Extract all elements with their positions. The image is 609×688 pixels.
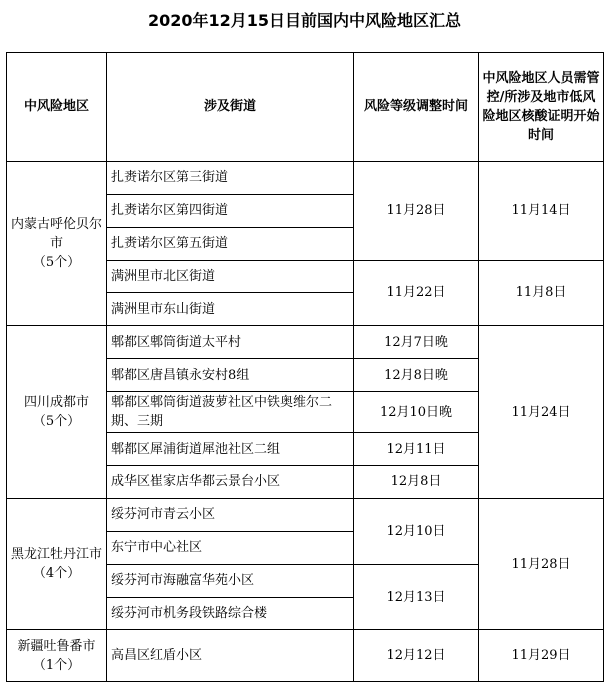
- header-time: 风险等级调整时间: [354, 53, 479, 162]
- region-name: 四川成都市: [23, 395, 89, 411]
- risk-area-table: [6, 52, 604, 682]
- start-cell: 11月14日: [479, 161, 604, 260]
- street-cell: 满洲里市北区街道: [107, 260, 354, 293]
- region-count: （4个）: [32, 566, 81, 582]
- time-cell: 12月12日: [354, 630, 479, 682]
- street-cell: 郫都区郫筒街道太平村: [107, 326, 354, 359]
- street-cell: 成华区崔家店华都云景台小区: [107, 466, 354, 499]
- street-cell: 满洲里市东山街道: [107, 293, 354, 326]
- region-count: （5个）: [32, 414, 81, 430]
- street-cell: 扎赉诺尔区第四街道: [107, 194, 354, 227]
- header-region: 中风险地区: [7, 53, 107, 162]
- time-cell: 12月10日: [354, 498, 479, 564]
- header-start: 中风险地区人员需管控/所涉及地市低风险地区核酸证明开始时间: [479, 53, 604, 162]
- time-cell: 12月7日晚: [354, 326, 479, 359]
- table-row: [7, 498, 604, 531]
- region-cell: [7, 498, 107, 630]
- time-cell: 12月13日: [354, 564, 479, 630]
- header-street: 涉及街道: [107, 53, 354, 162]
- street-cell: 郫都区犀浦街道犀池社区二组: [107, 433, 354, 466]
- time-cell: 11月22日: [354, 260, 479, 326]
- start-cell: 11月24日: [479, 326, 604, 499]
- time-cell: 12月11日: [354, 433, 479, 466]
- region-cell: [7, 630, 107, 682]
- region-cell: [7, 326, 107, 499]
- table-row: [7, 630, 604, 682]
- time-cell: 12月8日: [354, 466, 479, 499]
- street-cell: 郫都区唐昌镇永安村8组: [107, 359, 354, 392]
- region-count: （5个）: [32, 255, 81, 271]
- street-cell: 东宁市中心社区: [107, 531, 354, 564]
- time-cell: 12月10日晚: [354, 392, 479, 433]
- street-cell: 扎赉诺尔区第三街道: [107, 161, 354, 194]
- street-cell: 郫都区郫筒街道菠萝社区中铁奥维尔二期、三期: [107, 392, 354, 433]
- street-cell: 绥芬河市海融富华苑小区: [107, 564, 354, 597]
- region-name: 黑龙江牡丹江市: [10, 547, 102, 563]
- street-cell: 高昌区红盾小区: [107, 630, 354, 682]
- street-cell: 绥芬河市机务段铁路综合楼: [107, 597, 354, 630]
- page-title: 2020年12月15日目前国内中风险地区汇总: [147, 11, 462, 30]
- start-cell: 11月28日: [479, 498, 604, 630]
- header-row: [7, 53, 604, 162]
- street-cell: 扎赉诺尔区第五街道: [107, 227, 354, 260]
- start-cell: 11月8日: [479, 260, 604, 326]
- region-count: （1个）: [32, 657, 81, 673]
- region-cell: [7, 161, 107, 325]
- time-cell: 11月28日: [354, 161, 479, 260]
- region-name: 新疆吐鲁番市: [17, 638, 96, 654]
- start-cell: 11月29日: [479, 630, 604, 682]
- table-row: [7, 326, 604, 359]
- street-cell: 绥芬河市青云小区: [107, 498, 354, 531]
- time-cell: 12月8日晚: [354, 359, 479, 392]
- region-name: 内蒙古呼伦贝尔市: [10, 217, 102, 252]
- table-row: [7, 161, 604, 194]
